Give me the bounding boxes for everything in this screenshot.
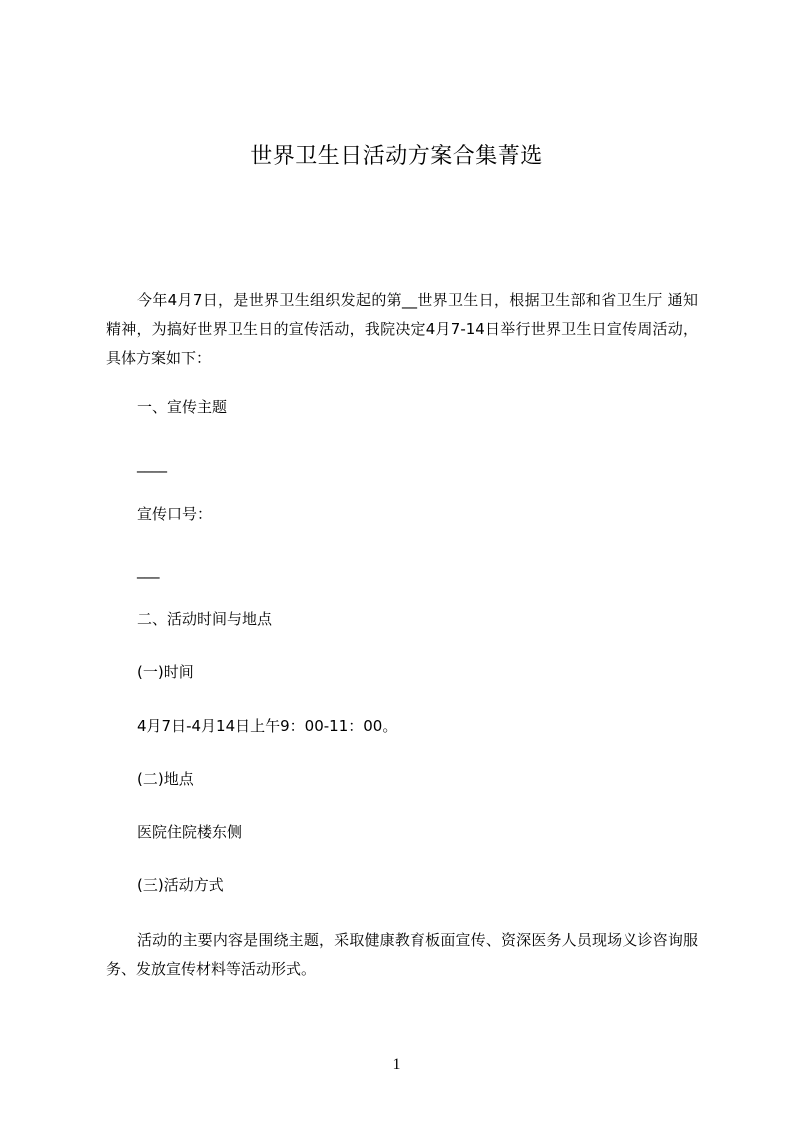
method-paragraph: 活动的主要内容是围绕主题，采取健康教育板面宣传、资深医务人员现场义诊咨询服务、发放宣传材料等活动形式。 bbox=[106, 931, 698, 978]
slogan-blank: ___ bbox=[137, 561, 160, 579]
subheading-method: (三)活动方式 bbox=[137, 876, 224, 894]
intro-paragraph: 今年4月7日，是世界卫生组织发起的第__世界卫生日，根据卫生部和省卫生厅 通知精神，为搞好世界卫生日的宣传活动，我院决定4月7-14日举行世界卫生日宣传周活动，具体方案如下： bbox=[106, 291, 698, 367]
time-value: 4月7日-4月14日上午9：00-11：00。 bbox=[137, 717, 398, 735]
slogan-label: 宣传口号： bbox=[137, 505, 213, 523]
subheading-place: (二)地点 bbox=[137, 770, 194, 788]
theme-blank: ____ bbox=[137, 455, 167, 473]
place-value: 医院住院楼东侧 bbox=[137, 823, 243, 841]
subheading-time: (一)时间 bbox=[137, 663, 194, 681]
section-heading-time-place: 二、活动时间与地点 bbox=[137, 610, 273, 628]
document-title: 世界卫生日活动方案合集菁选 bbox=[250, 144, 543, 169]
section-heading-theme: 一、宣传主题 bbox=[137, 398, 228, 416]
page-number: 1 bbox=[392, 1056, 401, 1073]
